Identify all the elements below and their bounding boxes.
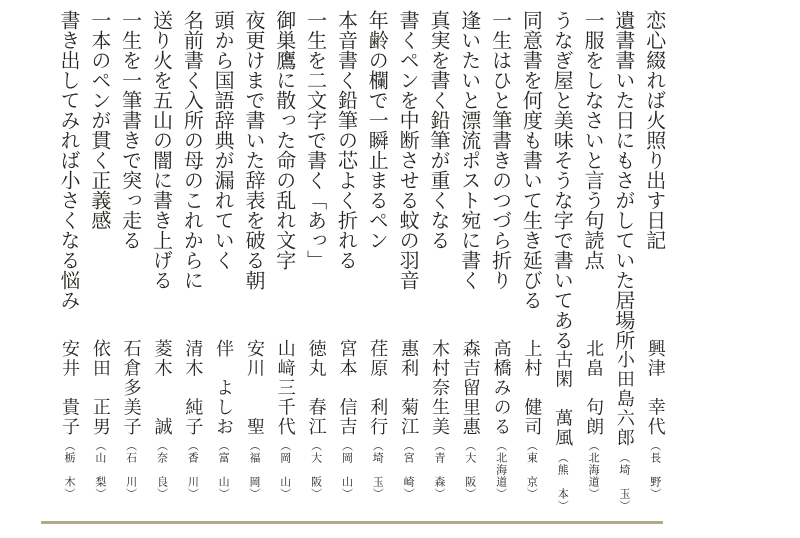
poem-text: 御巣鷹に散った命の乱れ文字 xyxy=(272,10,297,270)
poem-column-14 xyxy=(241,10,267,500)
author-block xyxy=(549,350,575,512)
author-name: 惠利 菊江 xyxy=(398,338,420,436)
author-name: 上村 健司 xyxy=(521,338,543,436)
poem-text: 逢いたいと漂流ポスト宛に書く xyxy=(457,10,482,290)
poem-column-1 xyxy=(642,10,668,500)
author-prefecture: （山 梨） xyxy=(93,440,107,500)
author-prefecture: （香 川） xyxy=(186,440,200,500)
author-block xyxy=(118,339,144,501)
poem-text: 一生を二文字で書く「あっ」 xyxy=(303,10,328,270)
poem-text: 一生を一筆書きで突っ走る xyxy=(118,10,143,250)
author-name: 北畠 句朗 xyxy=(583,338,605,436)
author-prefecture: （青 森） xyxy=(432,440,446,500)
author-name: 高橋みのる xyxy=(490,338,512,436)
poem-column-9 xyxy=(395,10,421,500)
author-prefecture: （岡 山） xyxy=(278,440,292,500)
author-prefecture: （奈 良） xyxy=(155,440,169,500)
author-name: 依田 正男 xyxy=(89,338,111,436)
footer-rule xyxy=(41,521,663,524)
author-name: 徳丸 春江 xyxy=(305,338,327,436)
poem-column-12 xyxy=(303,10,329,500)
author-name: 荏原 利行 xyxy=(367,338,389,436)
poem-column-10 xyxy=(364,10,390,500)
author-block xyxy=(611,350,637,512)
author-name: 木村奈生美 xyxy=(428,338,450,436)
poem-text: 同意書を何度も書いて生き延びる xyxy=(519,10,544,310)
author-prefecture: （宮 崎） xyxy=(402,440,416,500)
poem-column-4 xyxy=(549,10,575,512)
poem-column-6 xyxy=(488,10,514,500)
poem-text: 頭から国語辞典が漏れていく xyxy=(211,10,236,270)
author-block xyxy=(333,339,359,501)
author-block xyxy=(364,339,390,501)
poem-text: 一本のペンが貫く正義感 xyxy=(87,10,112,230)
author-prefecture: （富 山） xyxy=(217,440,231,500)
poem-text: 一生はひと筆書きのつづら折り xyxy=(488,10,513,290)
author-prefecture: （大 阪） xyxy=(309,440,323,500)
author-block xyxy=(395,339,421,501)
poem-text: 本音書く鉛筆の芯よく折れる xyxy=(334,10,359,270)
author-name: 安川 聖 xyxy=(243,338,265,436)
author-prefecture: （福 岡） xyxy=(247,440,261,500)
author-prefecture: （東 京） xyxy=(525,440,539,500)
author-block xyxy=(241,339,267,501)
poem-column-18 xyxy=(118,10,144,500)
poem-text: 送り火を五山の闇に書き上げる xyxy=(149,10,174,290)
author-block xyxy=(303,339,329,501)
author-name: 伴 よしお xyxy=(213,338,235,436)
author-block xyxy=(642,339,668,501)
author-prefecture: （栃 木） xyxy=(63,440,76,500)
poem-column-5 xyxy=(518,10,544,500)
poem-column-15 xyxy=(210,10,236,500)
author-block xyxy=(148,339,174,501)
author-block xyxy=(179,339,205,501)
poem-text: 遺書書いた日にもさがしていた居場所 xyxy=(611,10,636,350)
poem-text: 真実を書く鉛筆が重くなる xyxy=(426,10,451,250)
author-name: 宮本 信吉 xyxy=(336,338,358,436)
poem-column-8 xyxy=(426,10,452,500)
author-name: 古閑 萬風 xyxy=(552,350,574,448)
poem-column-11 xyxy=(333,10,359,500)
author-prefecture: （熊 本） xyxy=(556,451,570,512)
author-name: 安井 貴子 xyxy=(59,338,80,436)
author-block xyxy=(488,339,514,501)
senryu-columns xyxy=(56,10,668,512)
author-prefecture: （長 野） xyxy=(648,440,662,500)
author-block xyxy=(56,339,82,501)
author-block xyxy=(87,339,113,501)
author-prefecture: （大 阪） xyxy=(463,440,477,500)
poem-text: 書き出してみれば小さくなる悩み xyxy=(57,10,81,310)
author-name: 小田島六郎 xyxy=(613,350,635,448)
poem-column-17 xyxy=(148,10,174,500)
author-prefecture: （北海道） xyxy=(494,440,508,500)
poem-column-3 xyxy=(580,10,606,500)
author-block xyxy=(518,339,544,501)
poem-text: 名前書く入所の母のこれからに xyxy=(180,10,205,290)
author-name: 菱木 誠 xyxy=(151,338,173,436)
author-name: 森吉留里惠 xyxy=(459,338,481,436)
poem-text: 書くペンを中断させる蚊の羽音 xyxy=(396,10,421,290)
author-block xyxy=(580,339,606,501)
author-name: 山﨑三千代 xyxy=(274,338,296,436)
poem-column-19 xyxy=(87,10,113,500)
author-name: 石倉多美子 xyxy=(120,338,142,436)
author-prefecture: （埼 玉） xyxy=(617,451,631,512)
author-prefecture: （北海道） xyxy=(587,440,601,500)
author-name: 興津 幸代 xyxy=(644,338,666,436)
author-prefecture: （埼 玉） xyxy=(371,440,385,500)
poem-text: 夜更けまで書いた辞表を破る朝 xyxy=(241,10,266,290)
poem-column-7 xyxy=(457,10,483,500)
author-prefecture: （岡 山） xyxy=(340,440,354,500)
poem-text: 一服をしなさいと言う句読点 xyxy=(581,10,606,270)
poem-text: 年齢の欄で一瞬止まるペン xyxy=(365,10,390,250)
poem-column-20 xyxy=(56,10,82,500)
poem-text: 恋心綴れば火照り出す日記 xyxy=(642,10,667,250)
author-block xyxy=(210,339,236,501)
author-prefecture: （石 川） xyxy=(124,440,138,500)
author-name: 清木 純子 xyxy=(182,338,204,436)
poem-column-16 xyxy=(179,10,205,500)
poem-text: うなぎ屋と美味そうな字で書いてある xyxy=(550,10,575,350)
poem-column-2 xyxy=(611,10,637,512)
poem-column-13 xyxy=(272,10,298,500)
author-block xyxy=(457,339,483,501)
author-block xyxy=(426,339,452,501)
author-block xyxy=(272,339,298,501)
